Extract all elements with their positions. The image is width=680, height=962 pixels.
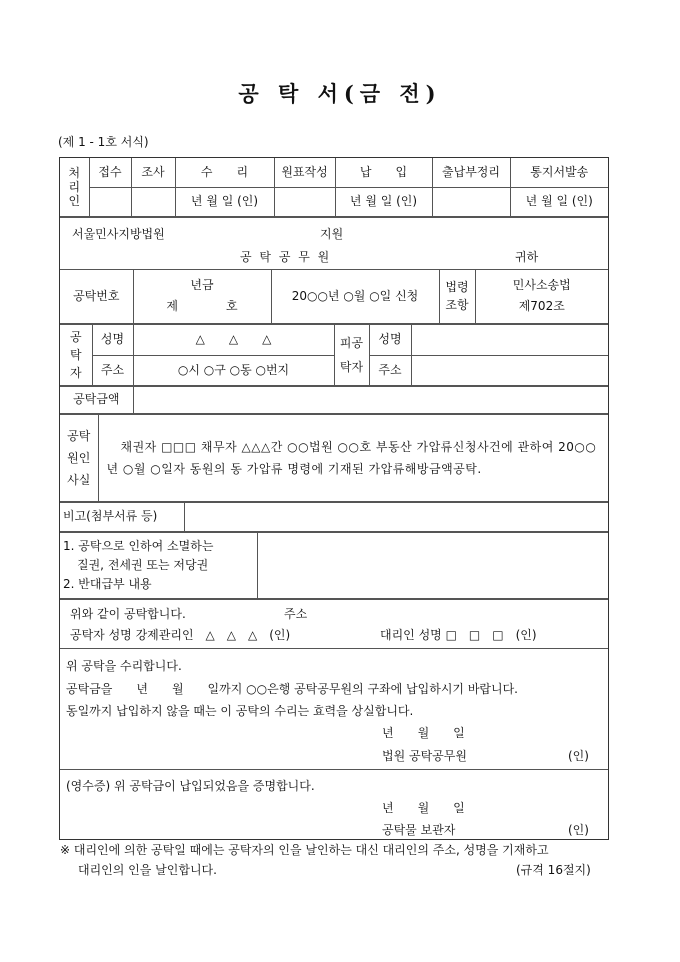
- acceptance-signer: 법원 공탁공무원: [382, 748, 467, 763]
- depositor-signature-line[interactable]: 공탁자 성명 강제관리인 △ △ △ (인): [70, 627, 291, 642]
- depositee-name-label: 성명: [369, 325, 411, 355]
- depositee-address[interactable]: [411, 355, 608, 385]
- receipt-signer: 공탁물 보관자: [382, 822, 456, 837]
- remarks-label: 비고(첨부서류 등): [60, 503, 184, 532]
- document-title: 공 탁 서(금 전): [238, 81, 442, 106]
- acceptance-line-2: 공탁금을 년 월 일까지 ○○은행 공탁공무원의 구좌에 납입하시기 바랍니다.: [66, 681, 518, 696]
- deposit-no: 제 호: [166, 299, 238, 314]
- officer-label: 공 탁 공 무 원: [240, 249, 332, 264]
- extinguished-rights-label: [60, 533, 257, 598]
- law-article-value[interactable]: [475, 270, 608, 324]
- footnote-line-2: 대리인의 인을 날인합니다.: [78, 863, 217, 877]
- extinguished-line-1: 1. 공탁으로 인하여 소멸하는: [63, 538, 214, 553]
- receipt-section: [60, 769, 608, 839]
- processing-section: [60, 158, 608, 217]
- value-account[interactable]: [432, 187, 510, 216]
- acceptance-line-1: 위 공탁을 수리합니다.: [66, 658, 182, 673]
- value-payment[interactable]: 년 월 일 (인): [335, 187, 432, 216]
- header-notice: 통지서발송: [510, 158, 608, 187]
- declaration-address-label: 주소: [284, 606, 308, 621]
- extinguished-line-2: 질권, 전세권 또는 저당권: [77, 557, 209, 572]
- parties-section: [60, 324, 608, 386]
- declaration-section: [60, 599, 608, 648]
- processing-label: 처리인: [60, 158, 89, 216]
- receipt-date: 년 월 일: [382, 800, 465, 815]
- value-notice[interactable]: 년 월 일 (인): [510, 187, 608, 216]
- header-acceptance: 수 리: [175, 158, 274, 187]
- value-acceptance[interactable]: 년 월 일 (인): [175, 187, 274, 216]
- extinguished-rights-section: [60, 532, 608, 599]
- depositor-name[interactable]: △ △ △: [133, 325, 334, 355]
- addressee-section: [60, 217, 608, 269]
- agent-signature-line[interactable]: 대리인 성명 □ □ □ (인): [380, 627, 537, 642]
- remarks-section: [60, 502, 608, 533]
- value-ledger[interactable]: [274, 187, 335, 216]
- deposit-form: [59, 157, 609, 840]
- footnote-line-1: ※ 대리인에 의한 공탁일 때에는 공탁자의 인을 날인하는 대신 대리인의 주소, 성명을 기재하고: [60, 843, 549, 857]
- court-name: 서울민사지방법원: [72, 226, 165, 241]
- law-article-label: 법령조항: [439, 270, 475, 324]
- branch-label: 지원: [320, 226, 344, 241]
- paper-size-note: (규격 16절지): [516, 863, 591, 877]
- footnote: [60, 840, 630, 880]
- cause-section: [60, 414, 608, 502]
- header-account: 출납부정리: [432, 158, 510, 187]
- amount-value[interactable]: [133, 387, 608, 414]
- cause-label: 공탁원인사실: [60, 415, 98, 501]
- receipt-line-1: (영수증) 위 공탁금이 납입되었음을 증명합니다.: [66, 778, 315, 793]
- depositor-label: 공탁자: [60, 325, 92, 385]
- receipt-seal: (인): [568, 822, 589, 837]
- honorific: 귀하: [515, 249, 539, 264]
- header-payment: 납 입: [335, 158, 432, 187]
- depositee-name[interactable]: [411, 325, 608, 355]
- law-article: 제702조: [518, 299, 565, 314]
- form-number: (제 1 - 1호 서식): [58, 135, 149, 149]
- declaration-text: 위와 같이 공탁합니다.: [70, 606, 186, 621]
- extinguished-line-3: 2. 반대급부 내용: [63, 576, 152, 591]
- cause-text[interactable]: 채권자 □□□ 채무자 △△△간 ○○법원 ○○호 부동산 가압류신청사건에 관하여 20○○년 ○월 ○일자 동원의 동 가압류 명령에 기재된 가압류해방금액공탁.: [98, 415, 608, 501]
- deposit-number-section: [60, 269, 608, 325]
- value-investigation[interactable]: [131, 187, 175, 216]
- depositor-name-label: 성명: [92, 325, 133, 355]
- header-receipt: 접수: [89, 158, 131, 187]
- extinguished-rights-value[interactable]: [257, 533, 608, 598]
- remarks-value[interactable]: [184, 503, 608, 532]
- value-receipt[interactable]: [89, 187, 131, 216]
- amount-section: [60, 386, 608, 415]
- amount-label: 공탁금액: [60, 387, 133, 414]
- depositor-address[interactable]: ○시 ○구 ○동 ○번지: [133, 355, 334, 385]
- header-ledger: 원표작성: [274, 158, 335, 187]
- header-investigation: 조사: [131, 158, 175, 187]
- deposit-number-field[interactable]: [133, 270, 271, 324]
- depositee-label: 피공탁자: [334, 325, 369, 385]
- acceptance-section: [60, 648, 608, 769]
- acceptance-seal: (인): [568, 748, 589, 763]
- acceptance-date: 년 월 일: [382, 725, 465, 740]
- acceptance-line-3: 동일까지 납입하지 않을 때는 이 공탁의 수리는 효력을 상실합니다.: [66, 703, 414, 718]
- depositee-address-label: 주소: [369, 355, 411, 385]
- deposit-number-label: 공탁번호: [60, 270, 133, 324]
- depositor-address-label: 주소: [92, 355, 133, 385]
- footnote-line-2-row: [60, 860, 630, 880]
- deposit-year: 년금: [190, 278, 214, 293]
- application-date[interactable]: 20○○년 ○월 ○일 신청: [271, 270, 439, 324]
- law-name: 민사소송법: [512, 278, 571, 293]
